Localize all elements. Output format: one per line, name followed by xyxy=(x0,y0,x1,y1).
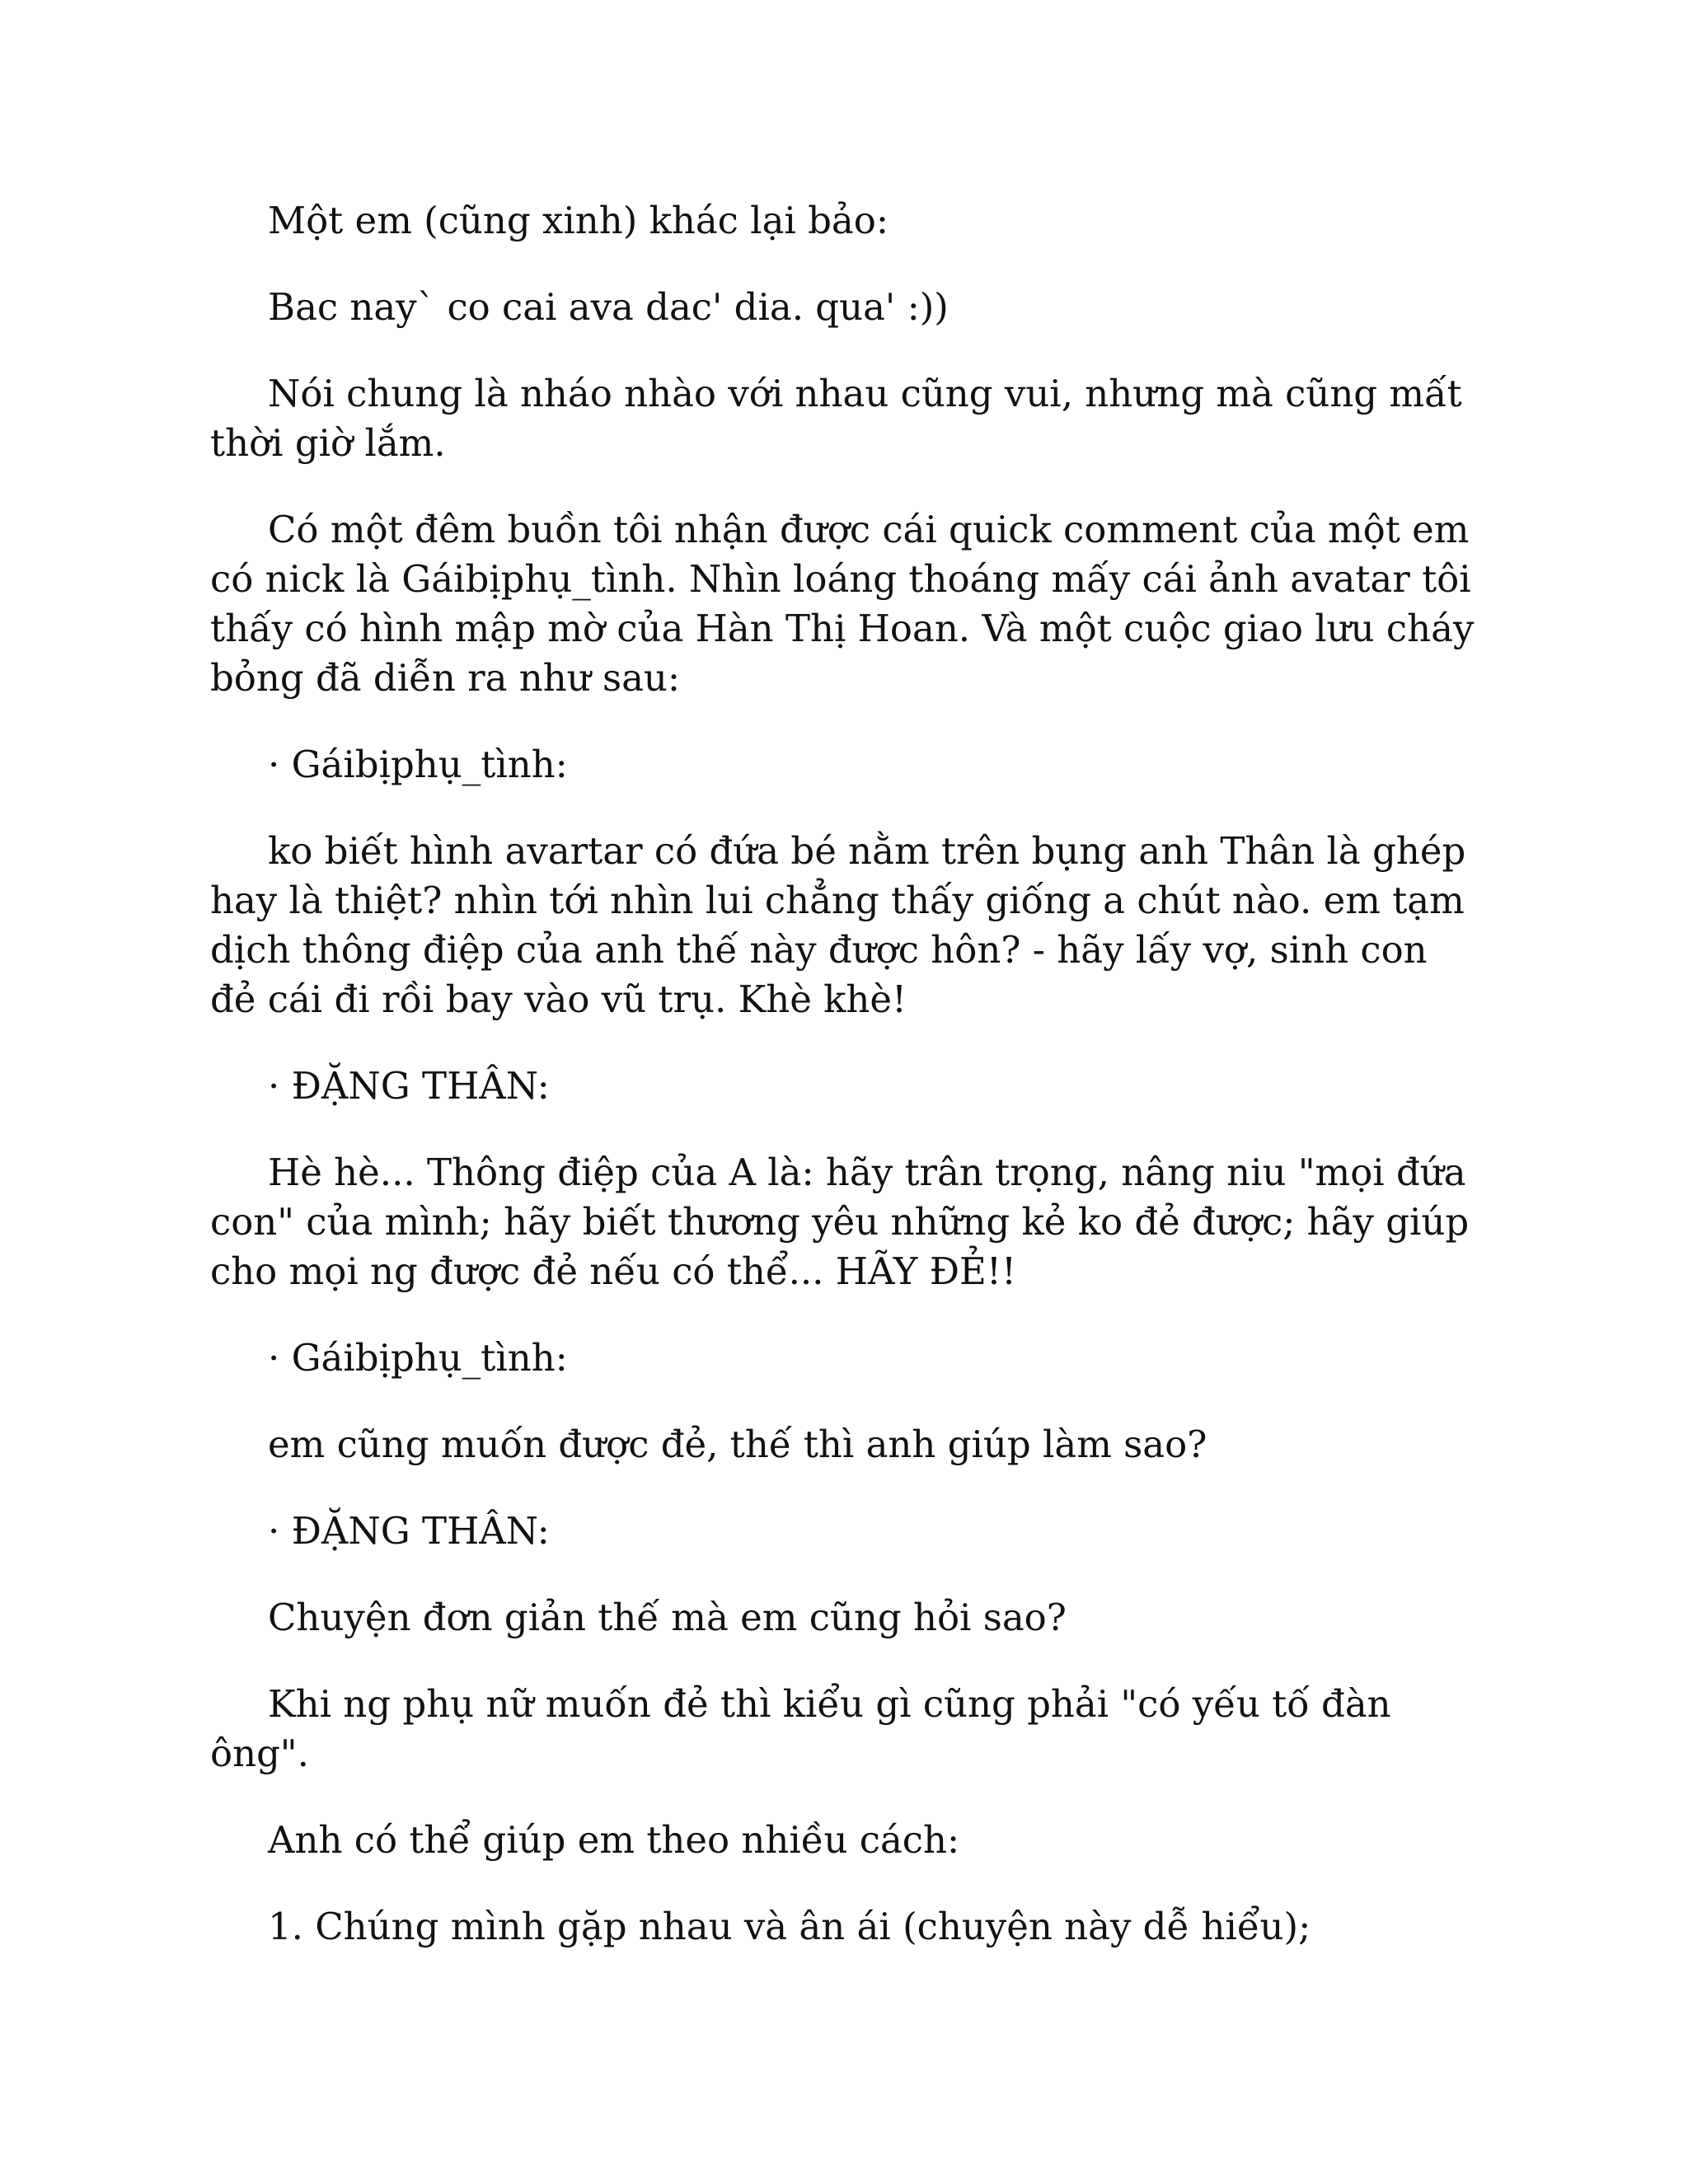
paragraph-8: Hè hè... Thông điệp của A là: hãy trân trọng, nâng niu "mọi đứa con" của mình; hãy biết thương yêu những kẻ ko đẻ được; hãy giúp cho mọi ng được đẻ nếu có thể... HÃY ĐẺ!! xyxy=(210,1151,1470,1293)
paragraph-2: Bac nay` co cai ava dac' dia. qua' :)) xyxy=(268,285,949,329)
speaker-dang-than-1: · ĐẶNG THÂN: xyxy=(268,1064,550,1108)
list-item-1: 1. Chúng mình gặp nhau và ân ái (chuyện này dễ hiểu); xyxy=(268,1905,1311,1948)
paragraph-10: em cũng muốn được đẻ, thế thì anh giúp làm sao? xyxy=(268,1422,1207,1466)
paragraph-3: Nói chung là nháo nhào với nhau cũng vui, nhưng mà cũng mất thời giờ lắm. xyxy=(210,372,1462,465)
paragraph-13: Khi ng phụ nữ muốn đẻ thì kiểu gì cũng phải "có yếu tố đàn ông". xyxy=(210,1682,1391,1775)
paragraph-1: Một em (cũng xinh) khác lại bảo: xyxy=(268,199,889,242)
paragraph-6: ko biết hình avartar có đứa bé nằm trên bụng anh Thân là ghép hay là thiệt? nhìn tới nhìn lui chẳng thấy giống a chút nào. em tạm dịch thông điệp của anh thế này được hôn? - hãy lấy vợ, sinh con đẻ cái đi rồi bay vào vũ trụ. Khè khè! xyxy=(210,829,1466,1021)
speaker-gaibiphutinh-2: · Gáibịphụ_tình: xyxy=(268,1336,568,1380)
paragraph-4: Có một đêm buồn tôi nhận được cái quick comment của một em có nick là Gáibịphụ_tình. Nhìn loáng thoáng mấy cái ảnh avatar tôi thấy có hình mập mờ của Hàn Thị Hoan. Và một cuộc giao lưu cháy bỏng đã diễn ra như sau: xyxy=(210,508,1475,700)
paragraph-12: Chuyện đơn giản thế mà em cũng hỏi sao? xyxy=(268,1596,1067,1639)
document-page xyxy=(210,196,1479,1989)
speaker-gaibiphutinh-1: · Gáibịphụ_tình: xyxy=(268,743,568,786)
speaker-dang-than-2: · ĐẶNG THÂN: xyxy=(268,1509,550,1553)
paragraph-14: Anh có thể giúp em theo nhiều cách: xyxy=(268,1818,960,1862)
